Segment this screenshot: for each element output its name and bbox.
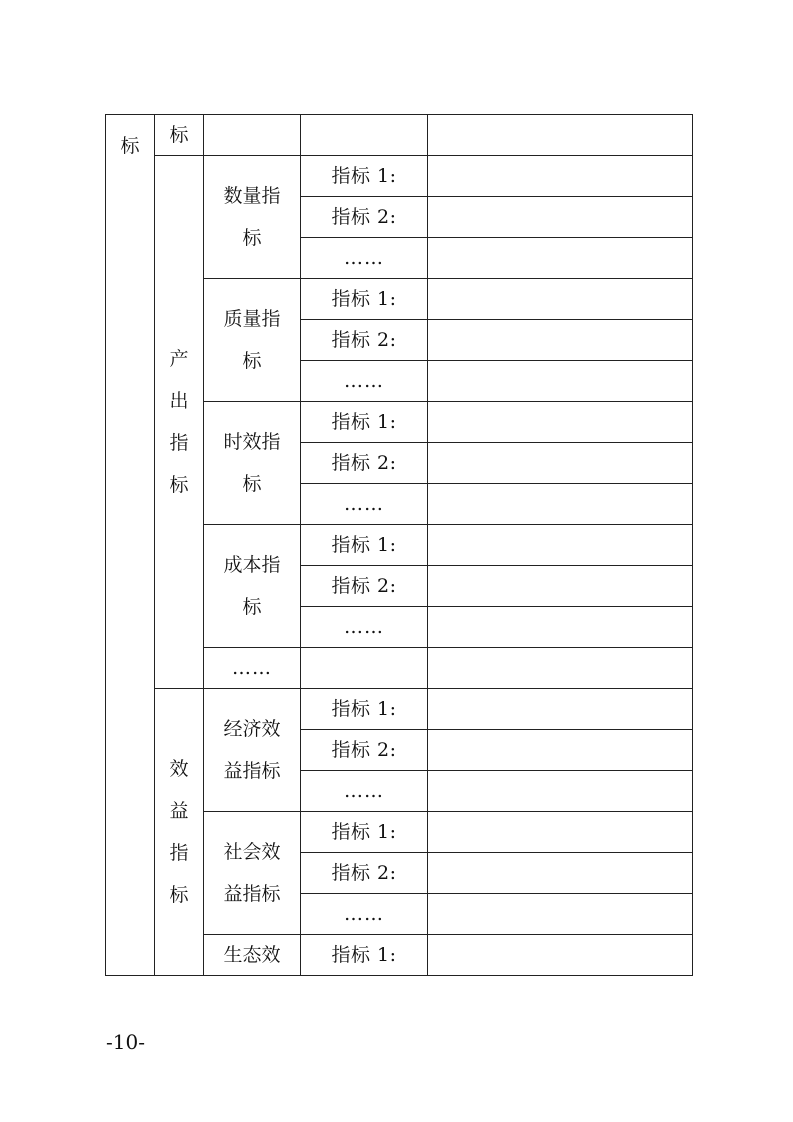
- social-benefit-label: 社会效益指标: [223, 841, 281, 905]
- metric-name-cell: ……: [301, 607, 428, 648]
- metric-name-cell: ……: [301, 361, 428, 402]
- subgroup-cell: [204, 402, 301, 525]
- empty-cell: [301, 115, 428, 156]
- metric-name-cell: ……: [301, 771, 428, 812]
- quantity-indicator-label: 数量指标: [223, 185, 281, 249]
- metric-name-cell: 指标 2:: [301, 197, 428, 238]
- value-cell[interactable]: [428, 443, 693, 484]
- value-cell[interactable]: [428, 894, 693, 935]
- value-cell[interactable]: [428, 197, 693, 238]
- subgroup-ellipsis-cell: ……: [204, 648, 301, 689]
- subgroup-cell: [204, 279, 301, 402]
- value-cell[interactable]: [428, 156, 693, 197]
- value-cell[interactable]: [428, 320, 693, 361]
- metric-name-cell: 指标 1:: [301, 689, 428, 730]
- value-cell[interactable]: [428, 402, 693, 443]
- subgroup-cell: [204, 156, 301, 279]
- metric-name-cell: ……: [301, 238, 428, 279]
- metric-name-cell: 指标 2:: [301, 566, 428, 607]
- timeliness-indicator-label: 时效指标: [223, 431, 281, 495]
- value-cell[interactable]: [428, 812, 693, 853]
- value-cell[interactable]: [428, 361, 693, 402]
- table-row: [106, 115, 693, 156]
- value-cell[interactable]: [428, 525, 693, 566]
- benefit-group-label: 效益指标: [169, 758, 189, 906]
- metric-name-cell: 指标 2:: [301, 853, 428, 894]
- empty-cell: [301, 648, 428, 689]
- value-cell[interactable]: [428, 648, 693, 689]
- level1-category-cell: [106, 115, 155, 976]
- output-group-cell: [155, 156, 204, 689]
- level1-category-label: 标: [120, 135, 140, 157]
- cost-indicator-label: 成本指标: [223, 554, 281, 618]
- indicator-table: [105, 114, 693, 976]
- value-cell[interactable]: [428, 935, 693, 976]
- subgroup-cell: [204, 525, 301, 648]
- metric-name-cell: 指标 2:: [301, 320, 428, 361]
- subgroup-cell: [204, 935, 301, 976]
- metric-name-cell: 指标 1:: [301, 156, 428, 197]
- value-cell[interactable]: [428, 607, 693, 648]
- value-cell[interactable]: [428, 689, 693, 730]
- metric-name-cell: 指标 1:: [301, 935, 428, 976]
- metric-name-cell: 指标 2:: [301, 730, 428, 771]
- ecological-benefit-label: 生态效: [223, 943, 281, 966]
- level2-top-cell: [155, 115, 204, 156]
- table-row: [106, 689, 693, 730]
- benefit-group-cell: [155, 689, 204, 976]
- page-number: -10-: [106, 1030, 145, 1054]
- value-cell[interactable]: [428, 771, 693, 812]
- subgroup-cell: [204, 689, 301, 812]
- value-cell[interactable]: [428, 238, 693, 279]
- level2-top-label: 标: [169, 123, 189, 146]
- metric-name-cell: ……: [301, 894, 428, 935]
- metric-name-cell: 指标 1:: [301, 812, 428, 853]
- output-group-label: 产出指标: [169, 348, 189, 496]
- economic-benefit-label: 经济效益指标: [223, 718, 281, 782]
- table-row: [106, 156, 693, 197]
- value-cell[interactable]: [428, 484, 693, 525]
- value-cell[interactable]: [428, 566, 693, 607]
- value-cell[interactable]: [428, 115, 693, 156]
- metric-name-cell: 指标 1:: [301, 402, 428, 443]
- value-cell[interactable]: [428, 853, 693, 894]
- value-cell[interactable]: [428, 279, 693, 320]
- metric-name-cell: ……: [301, 484, 428, 525]
- quality-indicator-label: 质量指标: [223, 308, 281, 372]
- metric-name-cell: 指标 1:: [301, 279, 428, 320]
- metric-name-cell: 指标 2:: [301, 443, 428, 484]
- value-cell[interactable]: [428, 730, 693, 771]
- empty-cell: [204, 115, 301, 156]
- subgroup-cell: [204, 812, 301, 935]
- metric-name-cell: 指标 1:: [301, 525, 428, 566]
